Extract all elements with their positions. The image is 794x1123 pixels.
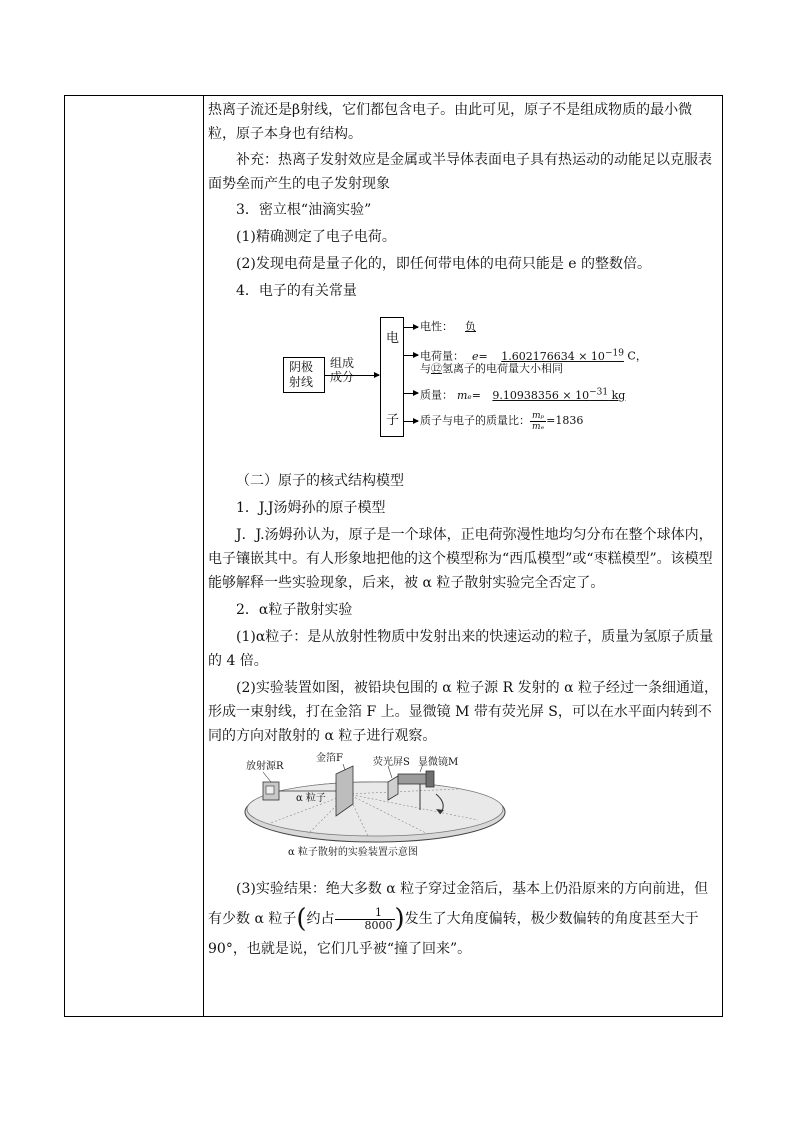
label-source: 放射源R — [246, 761, 284, 772]
cathode-ray-box: 阴极 射线 — [283, 357, 325, 393]
charge-note-row: 与⑫氢离子的电荷量大小相同 — [420, 362, 563, 375]
paragraph-alpha-particle: (1)α粒子：是从放射性物质中发射出来的快速运动的粒子，质量为氢原子质量的 4 倍。 — [208, 629, 714, 669]
heading-millikan: 3．密立根“油滴实验” — [236, 202, 372, 218]
heading-alpha-scattering: 2．α粒子散射实验 — [236, 602, 353, 618]
heading-thomson: 1．J.J汤姆孙的原子模型 — [236, 500, 386, 516]
column-divider — [203, 96, 204, 1016]
ratio-row: 质子与电子的质量比： $\frac{\text{mₚ}}{\text{mₑ}}$ =1836 — [420, 410, 584, 432]
paragraph-beta-electrons: 热离子流还是β射线，它们都包含电子。由此可见，原子不是组成物质的最小微粒，原子本身也有结构。 — [208, 102, 693, 142]
paragraph-thermionic-note: 补充：热离子发射效应是金属或半导体表面电子具有热运动的动能足以克服表面势垒而产生的电子发射现象 — [208, 152, 712, 192]
arrow-charge — [404, 355, 418, 356]
arrow-mass — [404, 393, 418, 394]
paragraph-apparatus: (2)实验装置如图，被铅块包围的 α 粒子源 R 发射的 α 粒子经过一条细通道，形成一束射线，打在金箔 F 上。显微镜 M 带有荧光屏 S，可以在水平面内转到不同的方向对散射的 α 粒子进行观察。 — [208, 680, 718, 744]
paragraph-thomson: J．J.汤姆孙认为，原子是一个球体，正电荷弥漫性地均匀分布在整个球体内，电子镶嵌其中。有人形象地把他的这个模型称为“西瓜模型”或“枣糕模型”。该模型能够解释一些实验现象，后来，被 α 粒子散射实验完全否定了。 — [208, 527, 713, 591]
label-alpha: α 粒子 — [296, 793, 326, 804]
mass-row: 质量： $m_e= 9.10938356 \times 10^{-31}$ kg — [420, 387, 626, 402]
section-heading-nuclear-model: （二）原子的核式结构模型 — [236, 473, 404, 489]
content-cell — [208, 96, 720, 964]
paragraph-results: (3)实验结果：绝大多数 α 粒子穿过金箔后，基本上仍沿原来的方向前进，但有少数 α 粒子(约占 $\frac{1}{8000}$ )发生了大角度偏转，极少数偏转的角度甚至大于 90°，也就是说，它们几乎被“撞了回来”。 — [208, 881, 709, 957]
paragraph-millikan-2: (2)发现电荷是量子化的，即任何带电体的电荷只能是 e 的整数倍。 — [236, 256, 652, 272]
electron-box: 电 子 — [380, 317, 404, 437]
arrow-ratio — [404, 421, 418, 422]
label-screen: 荧光屏S — [373, 757, 410, 768]
label-microscope: 显微镜M — [418, 757, 459, 768]
label-foil: 金箔F — [316, 753, 343, 764]
arrow-label-1: 组成 — [330, 356, 355, 370]
content-table — [64, 95, 723, 1017]
charge-row: 电荷量： $e= 1.602176634 \times 10^{-19}$ C， — [420, 348, 647, 363]
heading-electron-constants: 4．电子的有关常量 — [236, 283, 357, 299]
arrow-composition — [325, 375, 379, 376]
electron-constants-diagram — [208, 309, 720, 459]
apparatus-drawing — [208, 754, 720, 866]
arrow-label-2: 成分 — [330, 370, 355, 384]
scattering-apparatus-figure — [208, 754, 720, 866]
paragraph-millikan-1: (1)精确测定了电子电荷。 — [236, 229, 396, 245]
figure-caption: α 粒子散射的实验装置示意图 — [288, 847, 418, 858]
arrow-charge-type — [404, 327, 418, 328]
charge-type-row: 电性： 负 — [420, 320, 476, 333]
